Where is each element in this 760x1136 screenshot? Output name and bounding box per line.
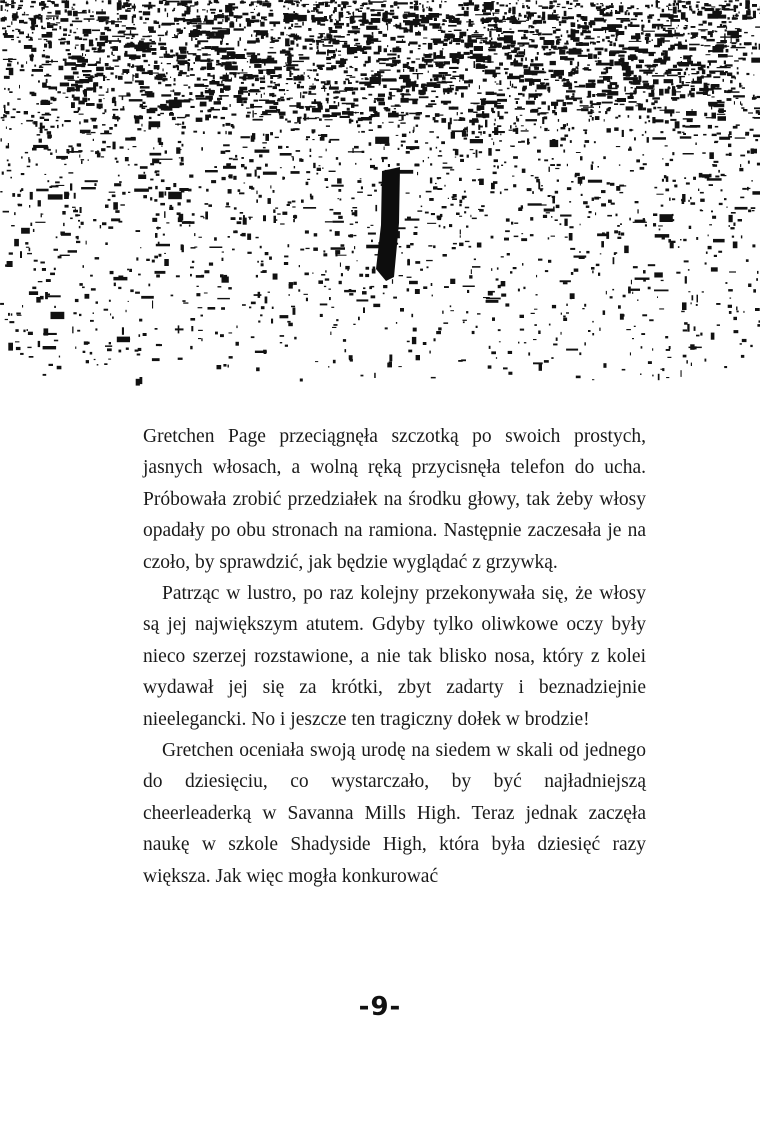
- paragraph-2: Patrząc w lustro, po raz kolejny przekonywała się, że włosy są jej największym atutem. Gdyby tylko oliwkowe oczy były nieco szerzej rozstawione, a nie tak blisko nosa, który z kolei wydawał jej się za krótki, zbyt zadarty i beznadziejnie nieelegancki. No i jeszcze ten tragiczny dołek w brodzie!: [143, 583, 646, 730]
- chapter-number-numeral: [372, 165, 406, 285]
- paragraph-3: Gretchen oceniała swoją urodę na siedem w skali od jednego do dziesięciu, co wystarczało, by być najładniejszą cheerleaderką w Savanna Mills High. Teraz jednak zaczęła naukę w szkole Shadyside High, która była dziesięć razy większa. Jak więc mogła konkurować: [143, 740, 646, 887]
- paragraph-1: Gretchen Page przeciągnęła szczotką po swoich prostych, jasnych włosach, a wolną ręką przycisnęła telefon do ucha. Próbowała zrobić przedziałek na środku głowy, tak żeby włosy opadały po obu stronach na ramiona. Następnie zaczesała je na czoło, by sprawdzić, jak będzie wyglądać z grzywką.: [143, 426, 646, 573]
- page-number: -9-: [358, 992, 402, 1022]
- chapter-body-text: [143, 421, 646, 892]
